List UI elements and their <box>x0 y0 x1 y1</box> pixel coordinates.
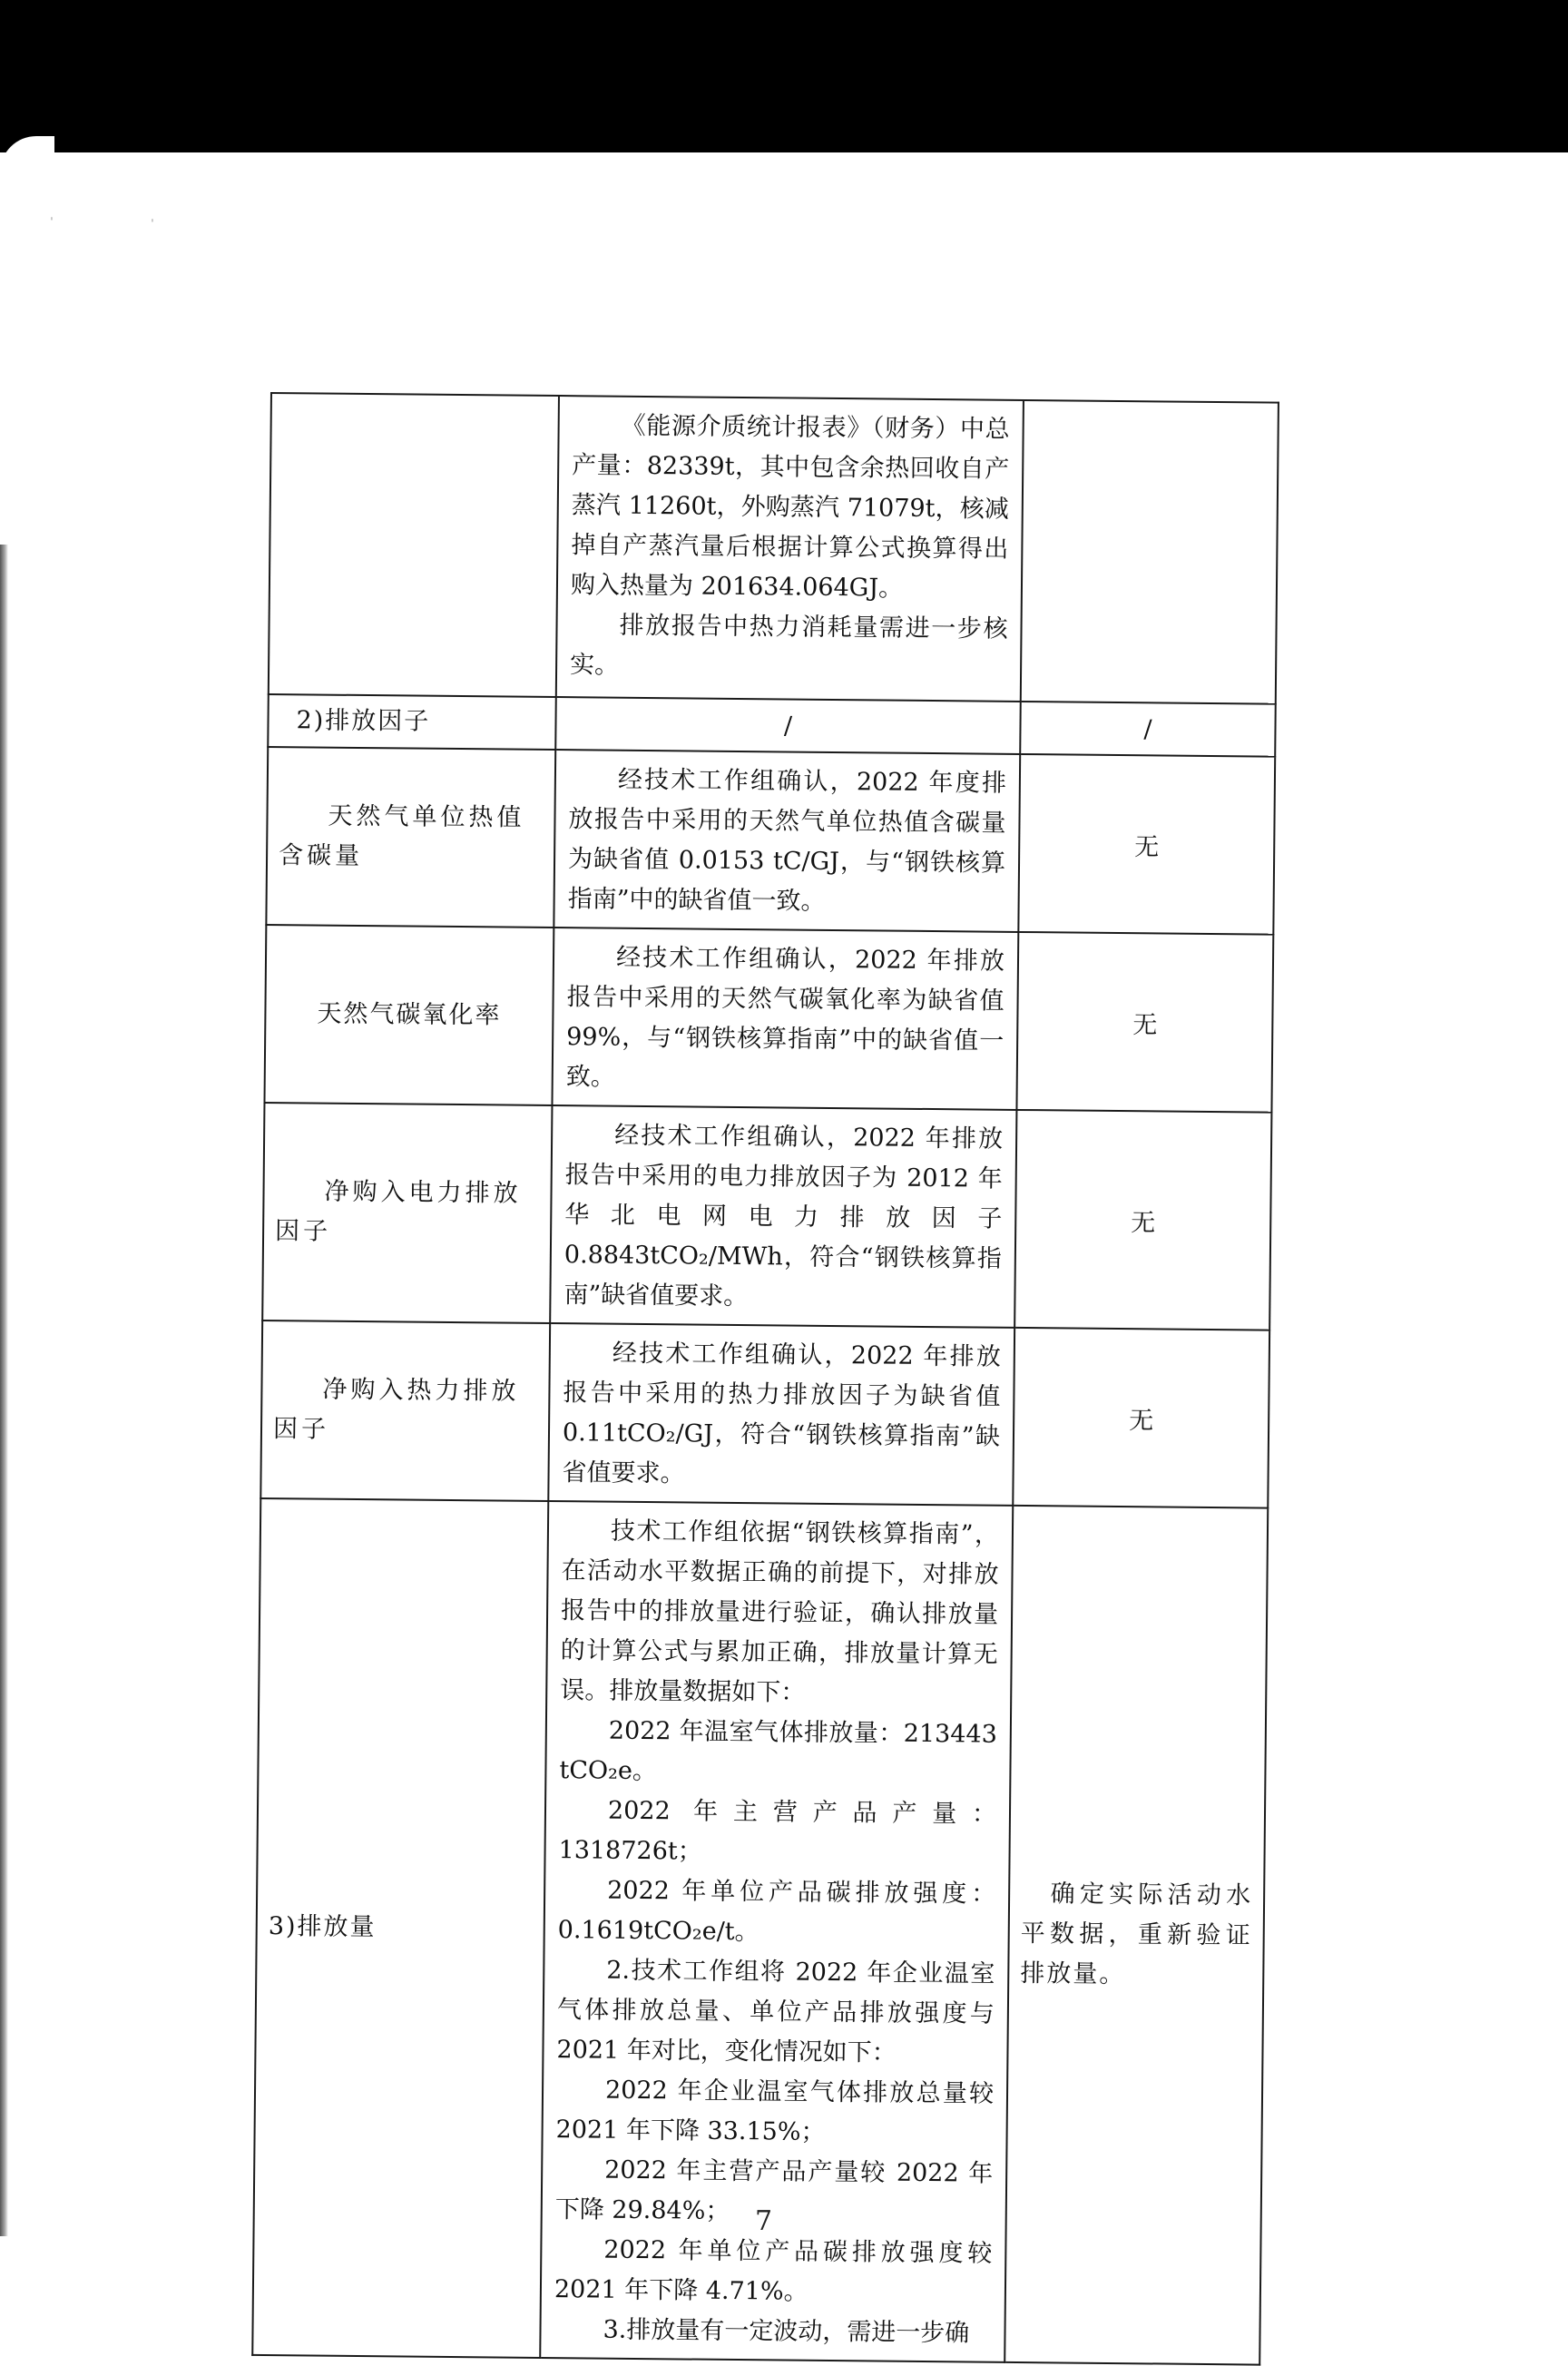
remark-cell <box>1016 932 1273 1113</box>
cell-paragraph: 2.技术工作组将 2022 年企业温室气体排放总量、单位产品排放强度与 2021 年对比，变化情况如下： <box>556 1956 995 2067</box>
cell-paragraph: 经技术工作组确认，2022 年排放报告中采用的电力排放因子为 2012 年华北电网电力排放因子 0.8843tCO₂/MWh，符合“钢铁核算指南”缺省值要求。 <box>564 1121 1004 1311</box>
page-number: 7 <box>755 2205 773 2237</box>
table-row <box>262 1103 1271 1330</box>
cell-paragraph: 2022 年主营产品产量：1318726t； <box>558 1796 997 1866</box>
content-cell <box>554 750 1020 932</box>
cell-paragraph: 技术工作组依据“钢铁核算指南”，在活动水平数据正确的前提下，对排放报告中的排放量进行验证，确认排放量的计算公式与累加正确，排放量计算无误。排放量数据如下： <box>560 1517 1000 1707</box>
remark-text: 无 <box>1129 1406 1154 1435</box>
cell-text: / <box>783 711 793 741</box>
content-cell <box>556 396 1024 702</box>
remark-cell <box>1018 754 1275 935</box>
remark-text: 无 <box>1132 1010 1158 1039</box>
remark-text: 确定实际活动水平数据，重新验证排放量。 <box>1020 1880 1253 1989</box>
remark-text: 无 <box>1134 832 1160 861</box>
verification-table <box>251 392 1279 2366</box>
content-cell <box>555 697 1021 754</box>
cell-paragraph: 经技术工作组确认，2022 年度排放报告中采用的天然气单位热值含碳量为缺省值 0.0153 tC/GJ，与“钢铁核算指南”中的缺省值一致。 <box>567 765 1007 916</box>
cell-paragraph: 2022 年单位产品碳排放强度：0.1619tCO₂e/t。 <box>557 1876 996 1947</box>
table-row <box>266 747 1275 935</box>
item-label: 天然气单位热值含碳量 <box>278 801 525 871</box>
content-cell <box>550 1105 1016 1328</box>
item-cell <box>262 1103 552 1323</box>
item-label: 净购入电力排放因子 <box>274 1177 522 1246</box>
table-row <box>260 1320 1269 1508</box>
cell-paragraph: 3.排放量有一定波动，需进一步确 <box>603 2315 970 2348</box>
remark-cell <box>1013 1328 1269 1508</box>
remark-text: 无 <box>1131 1208 1156 1237</box>
cell-paragraph: 2022 年单位产品碳排放强度较 2021 年下降 4.71%。 <box>554 2235 993 2306</box>
cell-paragraph: 经技术工作组确认，2022 年排放报告中采用的热力排放因子为缺省值 0.11tCO₂/GJ，符合“钢铁核算指南”缺省值要求。 <box>562 1339 1001 1488</box>
table-row <box>269 393 1279 704</box>
remark-cell <box>1014 1110 1271 1330</box>
content-cell <box>548 1323 1014 1506</box>
scan-speck: ˈ <box>50 216 54 231</box>
item-cell <box>252 1498 548 2358</box>
cell-paragraph: 2022 年温室气体排放量：213443 tCO₂e。 <box>559 1716 997 1786</box>
item-cell <box>264 925 554 1105</box>
item-label: 净购入热力排放因子 <box>272 1375 520 1444</box>
scan-speck: ˈ <box>151 218 154 232</box>
item-cell <box>269 393 559 697</box>
item-cell <box>266 747 555 928</box>
cell-paragraph: 2022 年主营产品产量较 2022 年下降 29.84%； <box>554 2155 994 2225</box>
table-row <box>268 694 1276 757</box>
item-cell <box>260 1320 550 1501</box>
binding-shadow <box>0 545 8 2236</box>
remark-text: / <box>1143 714 1152 743</box>
remark-cell <box>1021 400 1279 704</box>
item-label: 3)排放量 <box>268 1912 377 1942</box>
content-cell <box>540 1501 1013 2362</box>
scan-top-band <box>0 0 1568 152</box>
cell-paragraph: 《能源介质统计报表》（财务）中总产量：82339t，其中包含余热回收自产蒸汽 11260t，外购蒸汽 71079t，核减掉自产蒸汽量后根据计算公式换算得出购入热量为 201634.064GJ。 <box>570 411 1010 603</box>
item-cell <box>268 694 556 750</box>
cell-paragraph: 排放报告中热力消耗量需进一步核实。 <box>569 611 1008 680</box>
content-cell <box>552 928 1018 1110</box>
item-label: 2)排放因子 <box>296 706 431 736</box>
cell-paragraph: 2022 年企业温室气体排放总量较 2021 年下降 33.15%； <box>555 2076 995 2146</box>
remark-cell <box>1020 702 1276 757</box>
table-row <box>264 925 1273 1113</box>
item-label: 天然气碳氧化率 <box>317 999 502 1030</box>
cell-paragraph: 经技术工作组确认，2022 年排放报告中采用的天然气碳氧化率为缺省值 99%，与“钢铁核算指南”中的缺省值一致。 <box>565 943 1005 1092</box>
